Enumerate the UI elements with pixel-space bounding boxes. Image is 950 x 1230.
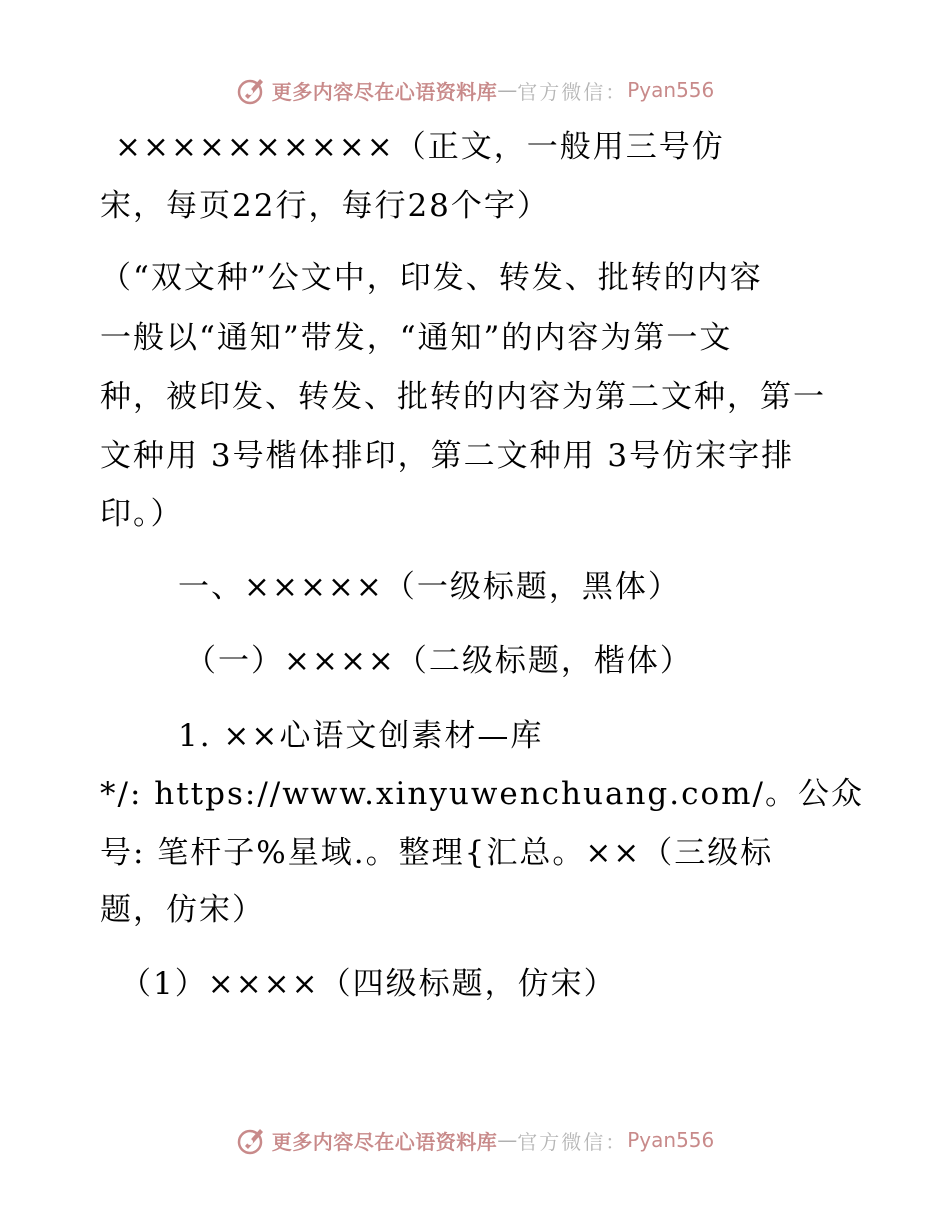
watermark-dash: — [497,1128,518,1152]
watermark-wechat-id: Pyan556 [627,78,715,102]
header-watermark [0,70,950,110]
watermark-dash: — [497,78,518,102]
watermark-brand-text: 更多内容尽在心语资料库 [271,79,498,104]
body-line-account: 号: 笔杆子%星域.。整理{汇总。××（三级标 [100,835,774,871]
heading-level-3-start: 1. ××心语文创素材—库 [178,718,544,754]
body-line-3: （“双文种”公文中，印发、转发、批转的内容 [100,260,763,296]
heading-level-4: （1）××××（四级标题，仿宋） [120,966,617,1002]
body-line-4: 一般以“通知”带发，“通知”的内容为第一文 [100,320,733,356]
body-line-1: ××××××××××（正文，一般用三号仿 [115,129,725,165]
watermark-brand-text: 更多内容尽在心语资料库 [271,1129,498,1154]
body-line-6: 文种用 3号楷体排印，第二文种用 3号仿宋字排 [100,438,795,474]
watermark-wechat-id: Pyan556 [627,1128,715,1152]
watermark-official-label: 官方微信： [517,1129,628,1154]
heading-level-1: 一、×××××（一级标题，黑体） [178,569,681,605]
body-line-url: */: https://www.xinyuwenchuang.com/。公众 [100,776,864,812]
footer-watermark [0,1120,950,1160]
body-line-7: 印。） [100,496,184,532]
body-line-2: 宋，每页22行，每行28个字） [100,188,550,224]
body-line-5: 种，被印发、转发、批转的内容为第二文种，第一 [100,379,826,415]
quill-logo-icon [236,74,268,106]
heading-level-2: （一）××××（二级标题，楷体） [185,643,693,679]
watermark-official-label: 官方微信： [517,79,628,104]
quill-logo-icon [236,1124,268,1156]
body-line-heading3-end: 题，仿宋） [100,892,265,928]
